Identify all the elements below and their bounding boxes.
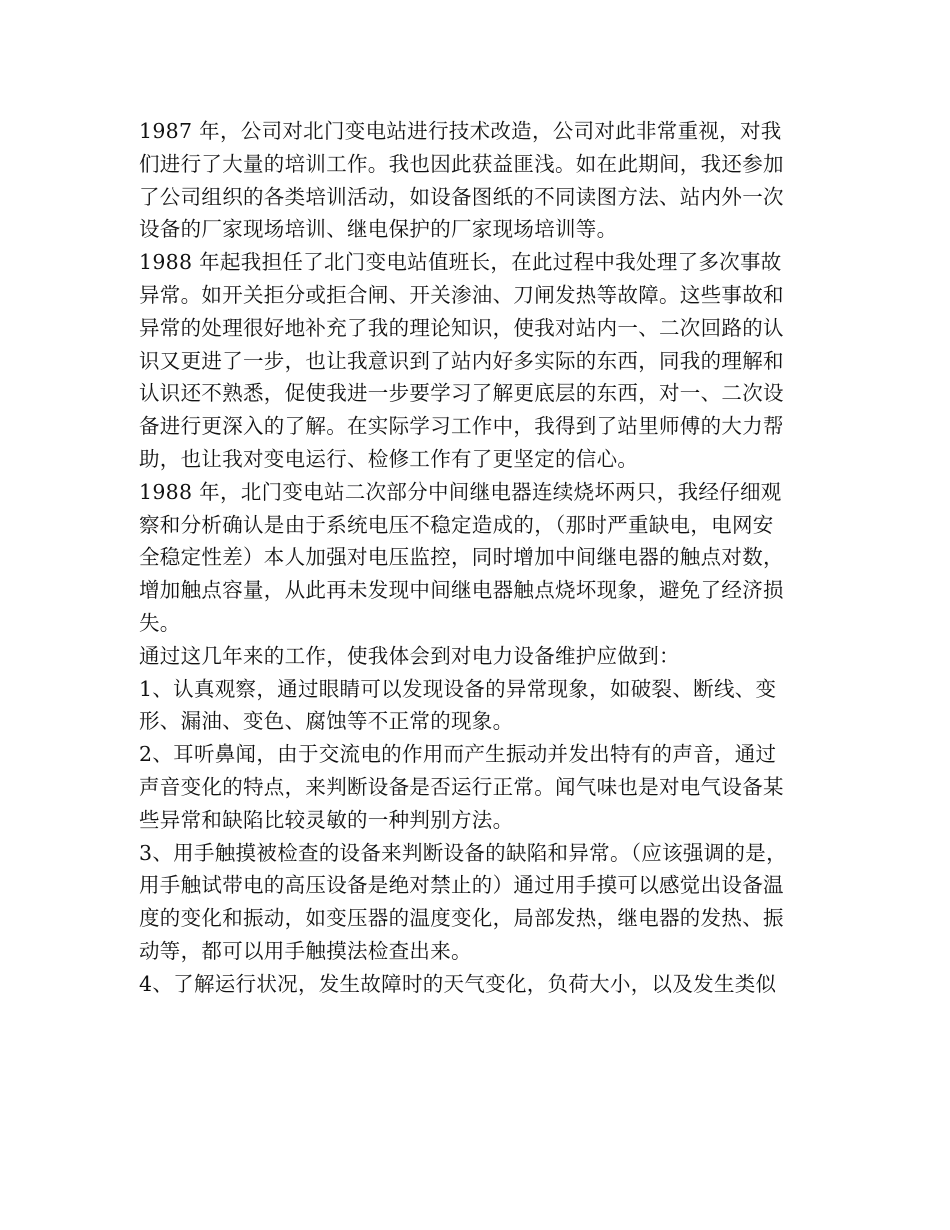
- text-line: 增加触点容量，从此再未发现中间继电器触点烧坏现象，避免了经济损: [139, 578, 784, 603]
- text-line: 1988 年，北门变电站二次部分中间继电器连续烧坏两只，我经仔细观: [139, 479, 782, 504]
- text-line: 1988 年起我担任了北门变电站值班长，在此过程中我处理了多次事故: [139, 250, 782, 275]
- text-line: 声音变化的特点，来判断设备是否运行正常。闻气味也是对电气设备某: [139, 774, 784, 799]
- text-line: 备进行更深入的了解。在实际学习工作中，我得到了站里师傅的大力帮: [139, 414, 784, 439]
- text-line: 全稳定性差）本人加强对电压监控，同时增加中间继电器的触点对数，: [139, 545, 784, 570]
- document-body: [139, 115, 819, 1001]
- text-line: 失。: [139, 610, 181, 635]
- text-line: 异常的处理很好地补充了我的理论知识，使我对站内一、二次回路的认: [139, 315, 784, 340]
- text-line: 1987 年，公司对北门变电站进行技术改造，公司对此非常重视，对我: [139, 119, 782, 143]
- text-line: 些异常和缺陷比较灵敏的一种判别方法。: [139, 807, 514, 832]
- text-line: 察和分析确认是由于系统电压不稳定造成的，（那时严重缺电，电网安: [139, 512, 774, 537]
- text-line: 4、了解运行状况，发生故障时的天气变化，负荷大小，以及发生类似: [139, 971, 777, 996]
- text-line: 识又更进了一步，也让我意识到了站内好多实际的东西，同我的理解和: [139, 348, 784, 373]
- text-line: 1、认真观察，通过眼睛可以发现设备的异常现象，如破裂、断线、变: [139, 676, 777, 701]
- text-line: 度的变化和振动，如变压器的温度变化，局部发热，继电器的发热、振: [139, 906, 784, 931]
- text-line: 认识还不熟悉，促使我进一步要学习了解更底层的东西，对一、二次设: [139, 381, 784, 406]
- text-line: 异常。如开关拒分或拒合闸、开关渗油、刀闸发热等故障。这些事故和: [139, 282, 784, 307]
- text-line: 3、用手触摸被检查的设备来判断设备的缺陷和异常。（应该强调的是，: [139, 840, 787, 865]
- text-line: 通过这几年来的工作，使我体会到对电力设备维护应做到：: [139, 643, 680, 668]
- text-line: 动等，都可以用手触摸法检查出来。: [139, 938, 472, 963]
- text-line: 助，也让我对变电运行、检修工作有了更坚定的信心。: [139, 446, 639, 471]
- text-line: 用手触试带电的高压设备是绝对禁止的）通过用手摸可以感觉出设备温: [139, 873, 784, 898]
- text-line: 们进行了大量的培训工作。我也因此获益匪浅。如在此期间，我还参加: [139, 151, 784, 176]
- text-line: 形、漏油、变色、腐蚀等不正常的现象。: [139, 709, 514, 734]
- text-line: 设备的厂家现场培训、继电保护的厂家现场培训等。: [139, 217, 618, 242]
- text-line: 了公司组织的各类培训活动，如设备图纸的不同读图方法、站内外一次: [139, 184, 784, 209]
- text-line: 2、耳听鼻闻，由于交流电的作用而产生振动并发出特有的声音，通过: [139, 742, 777, 767]
